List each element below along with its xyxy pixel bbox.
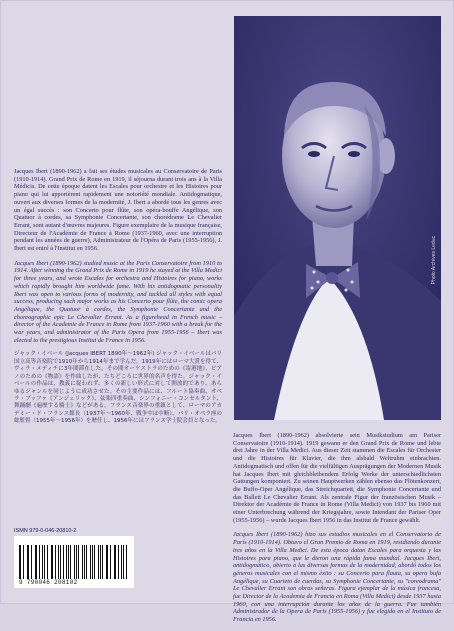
barcode-stripe	[115, 545, 116, 579]
barcode-stripe	[35, 545, 36, 579]
barcode-stripe	[44, 545, 45, 579]
barcode-stripe	[52, 545, 53, 579]
barcode-stripe	[82, 545, 83, 579]
biography-japanese: ジャック・イベール (Jacques IBERT 1890年〜1962年) ジャック・イベールはパリ国立高等音楽院で1910年から1914年まで学んだ。1919年にはローマ大賞を得て、ヴィラ・メディチに3年間滞在した。その間オーケストラのための《寄港地》、ピアノのための《物語》を作曲したが、たちどころに世界的名声を得た。ジャック・イベールの作品は、教義に捉われず、多くの新しい形式に対して開放的であり、あらゆるジャンルを同じように成功させた。その主要作品には、フルート協奏曲、オペラ・ブッファ《アンジェリック》、弦楽四重奏曲、シンフォニー・コンセルタント、舞踊劇《遍歴する騎士》などがある。フランス音楽界の重鎮として、ローマのアカデミー・ド・フランス館長（1937年〜1960年、戦争中は中断）、パリ・オペラ座の総監督（1955年〜1956年）を歴任し、1956年にはフランス学士院会員となった。	[14, 351, 222, 425]
barcode-stripe	[78, 545, 79, 579]
left-column	[14, 168, 222, 433]
isbn-label: ISMN 979-0-046-20810-2	[14, 528, 134, 534]
barcode-block	[14, 528, 134, 588]
barcode-stripe	[66, 545, 67, 579]
barcode-stripe	[58, 545, 59, 579]
barcode-stripe	[102, 545, 103, 579]
barcode-stripe	[20, 545, 21, 579]
portrait-illustration	[234, 16, 441, 420]
barcode-stripe	[70, 545, 71, 579]
photo-credit: Photo Archives Leduc	[431, 236, 437, 284]
right-column	[233, 432, 441, 631]
biography-english: Jacques Ibert (1890-1962) studied music at the Paris Conservatoire from 1910 to 1914. After winning the Grand Prix de Rome in 1919 he stayed at the Villa Medici for three years, and wrote Escales for orchestra and Histoires for piano, works which rapidly brought him worldwide fame. With his antidogmatic personality Ibert was open to various forms of modernity, and tackled all styles with equal success, producing such major works as his Concerto pour flûte, the comic opera Angélique, the Quatuor à cordes, the Symphonie Concertante and the choreographic epic Le Chevalier Errant. As a figurehead in French music – director of the Academie de France in Rome from 1937-1960 with a break for the war years, and administrator of the Paris Opera from 1955-1956 – Ibert was elected to the prestigious Institut de France in 1956.	[14, 260, 222, 345]
barcode-stripe	[42, 545, 43, 579]
barcode	[14, 536, 134, 579]
biography-french: Jacques Ibert (1890-1962) a fait ses études musicales au Conservatoire de Paris (1910-1914). Grand Prix de Rome en 1919, il séjourna durant trois ans à la Villa Médicis. De cette époque datent les Escales pour orchestre et les Histoires pour piano qui lui apportèrent rapidement une notoriété mondiale. Antidogmatique, ouvert aux diverses formes de la modernité, J. Ibert a abordé tous les genres avec un égal succès : son Concerto pour flûte, son opéra-bouffe Angélique, son Quatuor à cordes, sa Symphonie Concertante, son chorédrame Le Chevalier Errant, sont autant d'œuvres majeures. Figure exemplaire de la musique française, Directeur de l'Académie de France à Rome (1937-1960, avec une interruption pendant les années de guerre), Administrateur de l'Opéra de Paris (1955-1956), J. Ibert est entré à l'Institut en 1956.	[14, 168, 222, 253]
barcode-stripe	[121, 545, 122, 579]
barcode-stripe	[98, 545, 99, 579]
barcode-digits: 9 790046 208102	[14, 579, 134, 588]
barcode-stripe	[28, 545, 29, 579]
barcode-stripe	[107, 545, 108, 579]
portrait-photo	[234, 16, 441, 420]
barcode-stripe	[90, 545, 91, 579]
biography-german: Jacques Ibert (1890-1962) absolvierte sein Musikstudium am Pariser Conservatoire (1910-1914). 1919 gewann er den Grand Prix de Rome und lebte drei Jahre in der Villa Medici. Aus dieser Zeit stammen die Escales für Orchester und die Histoires für Klavier, die ihm alsbald Weltruhm einbrachten. Antidogmatisch und offen für die vielfältigen Ausprägungen der Modernen Musik hat Jacques Ibert mit gleichbleibendem Erfolg Werke der unterschiedlichsten Gattungen komponiert. Zu seinen Hauptwerken zählen ebenso das Flötenkonzert, die Buffo-Oper Angélique, das Streichquartett, die Symphonie Concertante und das Ballett Le Chevalier Errant. Als zentrale Figur der französischen Musik – Direktor der Académie de France in Rome (Villa Medici) von 1937 bis 1960 mit einer Unterbrechung während der Kriegsjahre, sowie Intendant der Pariser Oper (1955-1956) – wurde Jacques Ibert 1956 in das Institut de France gewählt.	[233, 432, 441, 524]
biography-spanish: Jacques Ibert (1890-1962) hizo sus estudios musicales en el Conservatorio de París (1910-1914). Obtuvo el Gran Premio de Roma en 1919, residiendo durante tres años en la Villa Medici. De esta época datan Escales para orquesta y las Histoires para piano, que le dieron una rápida fama mundial. Jacques Ibert, antidogmático, abierto a las diversas formas de la modernidad, abordó todos los géneros musicales con el mismo éxito : su Concerto para flauta, su opera bufa Angélique, su Cuarteto de cuerdas, su Symphonie Concertante, su "coreodrama" Le Chevalier Errant son obras señeras. Figura ejemplar de la música francesa, fue Director de la Academia de Francia en Roma (Villa Medici) desde 1937 hasta 1960, con una interrupción durante los años de la guerra. Fue también Administrador de la Opera de Paris (1955-1956) y fue elegido en el Instituto de Francia en 1956.	[233, 531, 441, 623]
